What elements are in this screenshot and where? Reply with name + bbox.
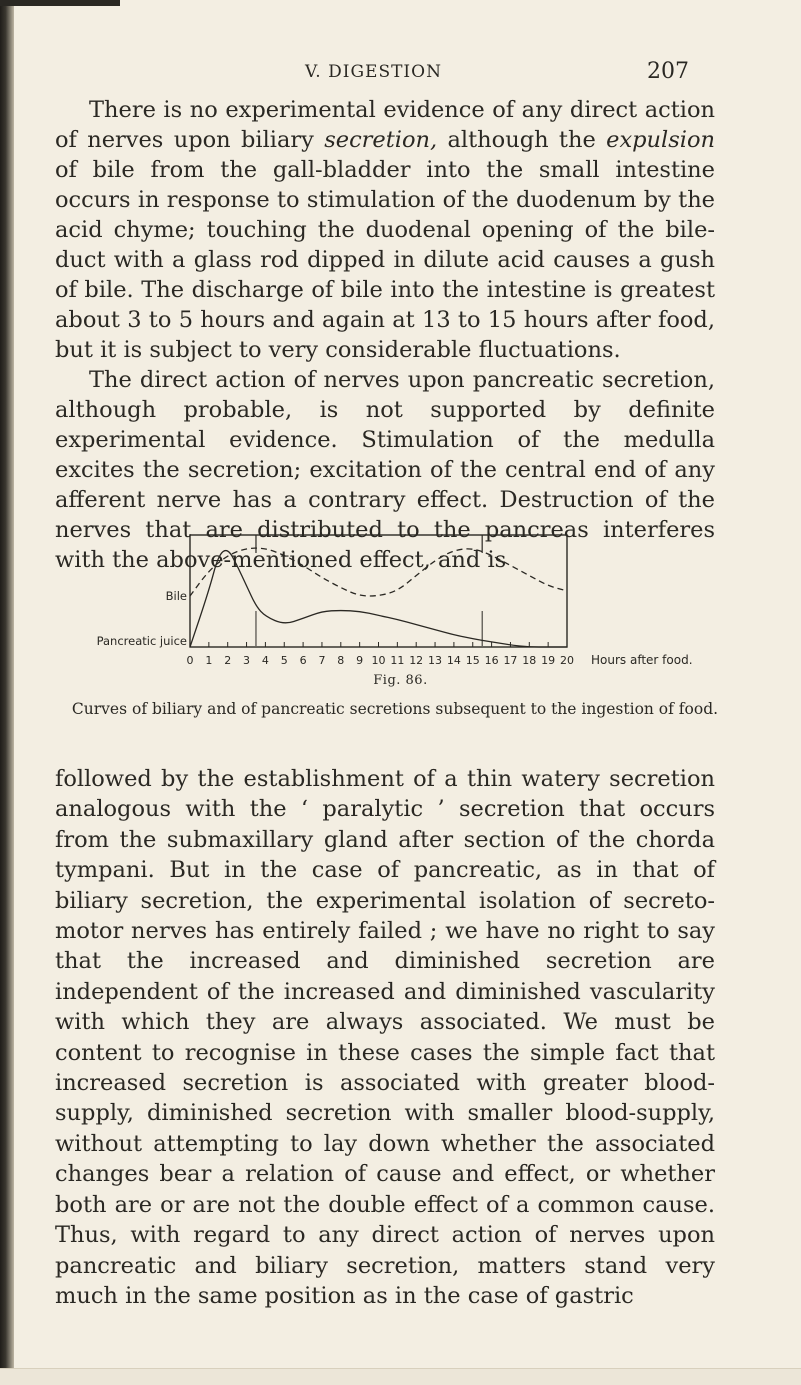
x-axis-label: Hours after food. [591,653,693,667]
series-line-bile [190,548,567,596]
italic-text-run: expulsion [606,127,716,153]
x-tick-label: 16 [484,654,499,667]
x-tick-label: 1 [205,654,213,667]
series-label: Pancreatic juice [96,634,187,648]
page-number: 207 [647,59,689,84]
figure-chart [40,520,740,720]
x-tick-label: 6 [299,654,307,667]
figure-number: Fig. 86. [373,673,428,688]
x-tick-label: 7 [318,654,326,667]
paragraph [55,764,715,1311]
x-tick-label: 5 [280,654,288,667]
figure-caption: Curves of biliary and of pancreatic secretions subsequent to the ingestion of food. [71,700,719,718]
book-binding-edge [0,0,14,1385]
series-line-pancreatic [190,551,567,647]
x-tick-label: 3 [243,654,251,667]
x-tick-label: 19 [541,654,556,667]
x-tick-label: 17 [503,654,518,667]
text-run: There is no experimental evidence of any direct action of nerves upon biliary [55,97,715,153]
text-run: although the [437,127,607,153]
x-tick-label: 9 [356,654,364,667]
x-tick-label: 20 [560,654,574,667]
x-tick-label: 12 [409,654,424,667]
running-head-title: V. DIGESTION [305,62,442,82]
page-top-edge [0,0,120,6]
x-tick-label: 11 [390,654,405,667]
x-tick-label: 0 [186,654,194,667]
x-tick-label: 4 [261,654,269,667]
chart-svg [40,520,740,670]
italic-text-run: secretion, [324,127,438,153]
paragraph [55,95,715,365]
series-label: Bile [165,589,187,603]
x-tick-label: 18 [522,654,537,667]
text-run: of bile from the gall-bladder into the small intestine occurs in response to stimulation of the duodenum by the acid chyme; touching the duodenal opening of the bile-duct with a glass rod dipped in dilute acid causes a gush of bile. The discharge of bile into the intestine is greatest about 3 to 5 hours and again at 13 to 15 hours after food, but it is subject to very considerable fluctuations. [55,157,715,363]
body-text-bottom [55,764,715,1311]
text-run: The direct action of nerves upon pancreatic secretion, although probable, is not supported by definite experimental evidence. Stimulation of the medulla excites the secretion; excitation of the central end of any afferent nerve has a contrary effect. Destruction of the nerves that are distributed to the pancreas interferes with the above-mentioned effect, and is [55,367,715,573]
page-bottom-edge [0,1368,801,1385]
x-tick-label: 13 [428,654,443,667]
x-tick-label: 14 [446,654,461,667]
x-tick-label: 15 [465,654,480,667]
body-text-top [55,95,715,575]
x-tick-label: 10 [371,654,386,667]
running-head [0,59,801,92]
plot-frame [190,535,567,647]
x-tick-label: 8 [337,654,345,667]
text-run: followed by the establishment of a thin watery secretion analogous with the ‘ paralytic ’ secretion that occurs from the submaxillary gland after section of the chorda tympani. But in the case of pancreatic, as in that of biliary secretion, the experimental isolation of secreto-motor nerves has entirely failed ; we have no right to say that the increased and diminished secretion are independent of the increased and diminished vascularity with which they are always associated. We must be content to recognise in these cases the simple fact that increased secretion is associated with greater blood-supply, diminished secretion with smaller blood-supply, without attempting to lay down whether the associated changes bear a relation of cause and effect, or whether both are or are not the double effect of a common cause. Thus, with regard to any direct action of nerves upon pancreatic and biliary secretion, matters stand very much in the same position as in the case of gastric [55,766,715,1309]
x-tick-label: 2 [224,654,232,667]
